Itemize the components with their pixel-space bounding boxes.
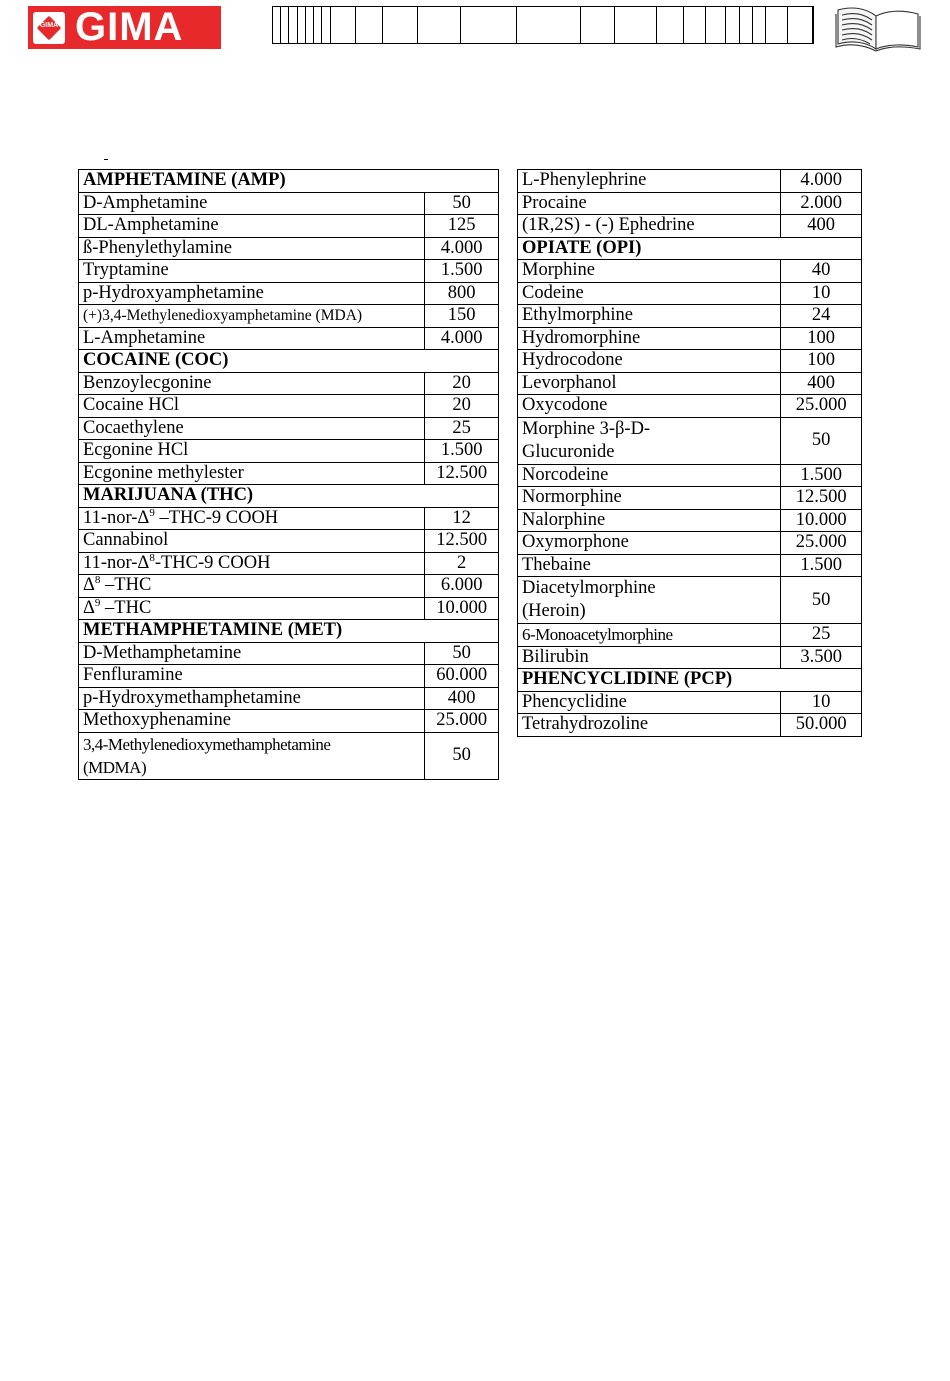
table-section-header: [518, 237, 862, 260]
barcode-cell: [740, 7, 753, 43]
table-row: [518, 646, 862, 669]
barcode-strip: [272, 6, 814, 44]
gima-logo: [28, 6, 221, 49]
table-row: [518, 215, 862, 238]
compound-name: Cannabinol: [79, 530, 425, 553]
table-row: [79, 575, 499, 598]
table-row: [79, 192, 499, 215]
barcode-cell: [753, 7, 766, 43]
compound-name: D-Methamphetamine: [79, 642, 425, 665]
compound-name: Thebaine: [518, 554, 781, 577]
compound-value: 40: [781, 260, 862, 283]
table-row: [518, 260, 862, 283]
table-row: [79, 260, 499, 283]
section-title-amp: AMPHETAMINE (AMP): [79, 170, 499, 193]
table-row: [79, 440, 499, 463]
logo-text: GIMA: [75, 5, 184, 49]
compound-value: 12: [425, 507, 499, 530]
compound-value: 20: [425, 372, 499, 395]
table-row: [518, 624, 862, 647]
compound-name: Ecgonine methylester: [79, 462, 425, 485]
table-row: [79, 282, 499, 305]
compound-name: Procaine: [518, 192, 781, 215]
compound-name: Oxymorphone: [518, 532, 781, 555]
compound-name: Codeine: [518, 282, 781, 305]
compound-value: 100: [781, 350, 862, 373]
barcode-cell: [461, 7, 517, 43]
table-row: [79, 215, 499, 238]
compound-name: Ethylmorphine: [518, 305, 781, 328]
compound-name: Cocaethylene: [79, 417, 425, 440]
compound-value: 50: [781, 417, 862, 464]
compound-value: 800: [425, 282, 499, 305]
cross-reactivity-table-left: [78, 169, 499, 780]
table-row: [518, 464, 862, 487]
compound-value: 10: [781, 691, 862, 714]
compound-value: 3.500: [781, 646, 862, 669]
compound-value: 1.500: [781, 464, 862, 487]
table-section-header: [79, 350, 499, 373]
table-row: [79, 327, 499, 350]
table-row: [518, 350, 862, 373]
compound-value: 150: [425, 305, 499, 328]
stray-mark: [104, 159, 108, 160]
compound-value: 50: [425, 642, 499, 665]
table-row: [518, 305, 862, 328]
compound-name: Diacetylmorphine (Heroin): [518, 577, 781, 624]
compound-value: 10.000: [425, 597, 499, 620]
barcode-cell: [517, 7, 580, 43]
table-row: [518, 577, 862, 624]
table-row: [79, 597, 499, 620]
compound-value: 4.000: [425, 237, 499, 260]
section-title-thc: MARIJUANA (THC): [79, 485, 499, 508]
gima-logo-icon: GIMA: [33, 12, 65, 44]
compound-value: 6.000: [425, 575, 499, 598]
section-title-opi: OPIATE (OPI): [518, 237, 862, 260]
compound-value: 50: [425, 732, 499, 779]
barcode-cell: [298, 7, 306, 43]
table-row: [79, 417, 499, 440]
compound-value: 400: [781, 372, 862, 395]
barcode-cell: [383, 7, 417, 43]
table-section-header: [79, 485, 499, 508]
compound-value: 1.500: [425, 440, 499, 463]
compound-value: 100: [781, 327, 862, 350]
compound-value: 50: [425, 192, 499, 215]
table-row: [518, 714, 862, 737]
compound-name: Tryptamine: [79, 260, 425, 283]
compound-value: 12.500: [425, 530, 499, 553]
table-row: [518, 554, 862, 577]
compound-name: $11-nor-\Delta^9$ –THC-9 COOH: [79, 507, 425, 530]
table-row: [518, 417, 862, 464]
compound-name: Nalorphine: [518, 509, 781, 532]
compound-value: 2: [425, 552, 499, 575]
compound-value: 4.000: [425, 327, 499, 350]
compound-value: 24: [781, 305, 862, 328]
table-row: [518, 192, 862, 215]
table-row: [79, 530, 499, 553]
compound-value: 12.500: [781, 487, 862, 510]
compound-name: Tetrahydrozoline: [518, 714, 781, 737]
compound-name: Phencyclidine: [518, 691, 781, 714]
instruction-book-icon: [832, 2, 922, 52]
compound-value: 2.000: [781, 192, 862, 215]
table-row: [79, 642, 499, 665]
barcode-cell: [331, 7, 356, 43]
table-row: [79, 732, 499, 779]
compound-value: 10.000: [781, 509, 862, 532]
table-row: [79, 237, 499, 260]
compound-name: p-Hydroxymethamphetamine: [79, 687, 425, 710]
compound-value: 4.000: [781, 170, 862, 193]
table-section-header: [518, 669, 862, 692]
barcode-cell: [706, 7, 726, 43]
compound-name: $\Delta^9$ –THC: [79, 597, 425, 620]
compound-name: Morphine 3-β-D- Glucuronide: [518, 417, 781, 464]
barcode-cell: [684, 7, 706, 43]
table-row: [518, 532, 862, 555]
compound-value: 10: [781, 282, 862, 305]
compound-name: Benzoylecgonine: [79, 372, 425, 395]
barcode-cell: [726, 7, 741, 43]
compound-value: 400: [425, 687, 499, 710]
barcode-cell: [289, 7, 297, 43]
compound-value: 60.000: [425, 665, 499, 688]
compound-value: 25.000: [425, 710, 499, 733]
barcode-cell: [657, 7, 684, 43]
compound-name: L-Phenylephrine: [518, 170, 781, 193]
table-section-header: [79, 620, 499, 643]
table-row: [518, 282, 862, 305]
compound-name: L-Amphetamine: [79, 327, 425, 350]
compound-value: 25.000: [781, 532, 862, 555]
table-row: [518, 170, 862, 193]
table-row: [518, 691, 862, 714]
table-row: [79, 462, 499, 485]
barcode-cell: [418, 7, 461, 43]
compound-name: Levorphanol: [518, 372, 781, 395]
compound-name: Methoxyphenamine: [79, 710, 425, 733]
section-title-pcp: PHENCYCLIDINE (PCP): [518, 669, 862, 692]
compound-name: (+)3,4-Methylenedioxyamphetamine (MDA): [79, 305, 425, 328]
compound-value: 25: [425, 417, 499, 440]
compound-name: Bilirubin: [518, 646, 781, 669]
barcode-cell: [273, 7, 281, 43]
table-row: [518, 487, 862, 510]
section-title-coc: COCAINE (COC): [79, 350, 499, 373]
compound-name: $11-nor-\Delta^8-THC-9$ COOH: [79, 552, 425, 575]
compound-name: Hydromorphine: [518, 327, 781, 350]
compound-name: Fenfluramine: [79, 665, 425, 688]
table-row: [79, 305, 499, 328]
compound-value: 12.500: [425, 462, 499, 485]
compound-value: 25: [781, 624, 862, 647]
compound-name: Hydrocodone: [518, 350, 781, 373]
table-row: [79, 507, 499, 530]
compound-name: p-Hydroxyamphetamine: [79, 282, 425, 305]
section-title-met: METHAMPHETAMINE (MET): [79, 620, 499, 643]
barcode-cell: [322, 7, 330, 43]
table-row: [79, 372, 499, 395]
table-row: [518, 372, 862, 395]
compound-name: 3,4-Methylenedioxymethamphetamine (MDMA): [79, 732, 425, 779]
compound-name: 6-Monoacetylmorphine: [518, 624, 781, 647]
barcode-cell: [788, 7, 813, 43]
barcode-cell: [314, 7, 322, 43]
barcode-cell: [306, 7, 314, 43]
compound-name: Cocaine HCl: [79, 395, 425, 418]
compound-value: 1.500: [425, 260, 499, 283]
compound-value: 125: [425, 215, 499, 238]
table-row: [518, 327, 862, 350]
compound-value: 50: [781, 577, 862, 624]
table-row: [518, 395, 862, 418]
table-row: [79, 710, 499, 733]
table-row: [79, 395, 499, 418]
compound-name: DL-Amphetamine: [79, 215, 425, 238]
barcode-cell: [615, 7, 657, 43]
compound-name: Morphine: [518, 260, 781, 283]
barcode-cell: [766, 7, 788, 43]
barcode-cell: [281, 7, 289, 43]
compound-name: (1R,2S) - (-) Ephedrine: [518, 215, 781, 238]
compound-name: Normorphine: [518, 487, 781, 510]
compound-value: 50.000: [781, 714, 862, 737]
table-row: [79, 665, 499, 688]
compound-name: Ecgonine HCl: [79, 440, 425, 463]
compound-value: 25.000: [781, 395, 862, 418]
cross-reactivity-table-right: [517, 169, 862, 737]
compound-name: Oxycodone: [518, 395, 781, 418]
table-row: [79, 552, 499, 575]
barcode-cell: [356, 7, 383, 43]
table-section-header: [79, 170, 499, 193]
compound-name: $\Delta^8$ –THC: [79, 575, 425, 598]
compound-value: 400: [781, 215, 862, 238]
compound-name: Norcodeine: [518, 464, 781, 487]
table-row: [79, 687, 499, 710]
compound-name: ß-Phenylethylamine: [79, 237, 425, 260]
table-row: [518, 509, 862, 532]
compound-name: D-Amphetamine: [79, 192, 425, 215]
barcode-cell: [581, 7, 615, 43]
compound-value: 1.500: [781, 554, 862, 577]
compound-value: 20: [425, 395, 499, 418]
